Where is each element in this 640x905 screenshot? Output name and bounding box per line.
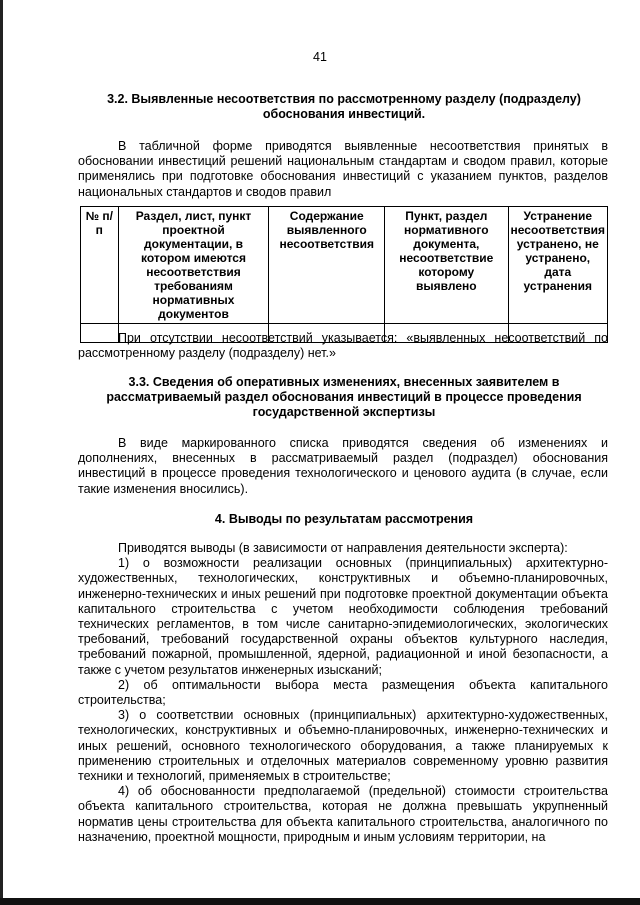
col-norm-header: Пункт, раздел нормативного документа, несоответствие которому выявлено bbox=[385, 207, 508, 324]
list-item: 1) о возможности реализации основных (принципиальных) архитектурно-художественных, технологических, конструктивных и объемно-планировочных, инженерно-технических и иных решений при подготовке проектной документации объекта капитального строительства с учетом необходимости соблюдения требований технических регламентов, в том числе санитарно-эпидемиологических, экологических требований, требований государственной охраны объектов культурного наследия, требований пожарной, промышленной, ядерной, радиационной и иной безопасности, а также с учетом результатов инженерных изысканий; bbox=[78, 556, 608, 677]
list-item: 3) о соответствии основных (принципиальных) архитектурно-художественных, технологических, конструктивных и объемно-планировочных, инженерно-технических и иных решений, основного технологического оборудования, а также планируемых к применению строительных и отделочных материалов современному уровню развития техники и технологий, применяемых в строительстве; bbox=[78, 708, 608, 784]
col-section-header: Раздел, лист, пункт проектной документации, в котором имеются несоответствия требованиям нормативных документов bbox=[118, 207, 269, 324]
scan-edge-left bbox=[0, 0, 3, 905]
list-item: 4) об обоснованности предполагаемой (предельной) стоимости строительства объекта капитального строительства, которая не должна превышать укрупненный норматив цены строительства для объекта капитального строительства, аналогичного по назначению, проектной мощности, природным и иным условиям территории, на bbox=[78, 784, 608, 844]
col-content-header: Содержание выявленного несоответствия bbox=[269, 207, 385, 324]
section-3-3-text: В виде маркированного списка приводятся сведения об изменениях и дополнениях, внесенных в рассматриваемый раздел (подраздел) обоснования инвестиций в процессе проведения технологического и ценового аудита (в случае, если такие изменения вносились). bbox=[78, 436, 608, 496]
section-3-2-heading: 3.2. Выявленные несоответствия по рассмотренному разделу (подразделу) обоснования инвестиций. bbox=[107, 92, 581, 121]
page-number: 41 bbox=[313, 50, 327, 64]
section-3-2-note: При отсутствии несоответствий указывается: «выявленных несоответствий по рассмотренному разделу (подразделу) нет.» bbox=[78, 331, 608, 361]
list-item: 2) об оптимальности выбора места размещения объекта капитального строительства; bbox=[78, 677, 608, 708]
col-fix-header: Устранение несоответствия устранено, не устранено, дата устранения bbox=[508, 207, 607, 324]
section-4-heading: 4. Выводы по результатам рассмотрения bbox=[214, 512, 474, 526]
col-number-header: № п/п bbox=[81, 207, 119, 324]
section-3-3-heading: 3.3. Сведения об оперативных изменениях, внесенных заявителем в рассматриваемый раздел обоснования инвестиций в процессе проведения государственной экспертизы bbox=[106, 375, 582, 419]
section-4-body bbox=[78, 541, 608, 845]
nonconformity-table bbox=[80, 206, 608, 343]
section-4-intro: Приводятся выводы (в зависимости от направления деятельности эксперта): bbox=[118, 541, 568, 555]
table-header-row bbox=[81, 207, 608, 324]
section-3-2-intro: В табличной форме приводятся выявленные несоответствия принятых в обосновании инвестиций решений национальным стандартам и сводом правил, которые применялись при подготовке обоснования инвестиций с указанием пунктов, разделов национальных стандартов и сводов правил bbox=[78, 139, 608, 199]
scan-edge-bottom bbox=[0, 898, 640, 905]
